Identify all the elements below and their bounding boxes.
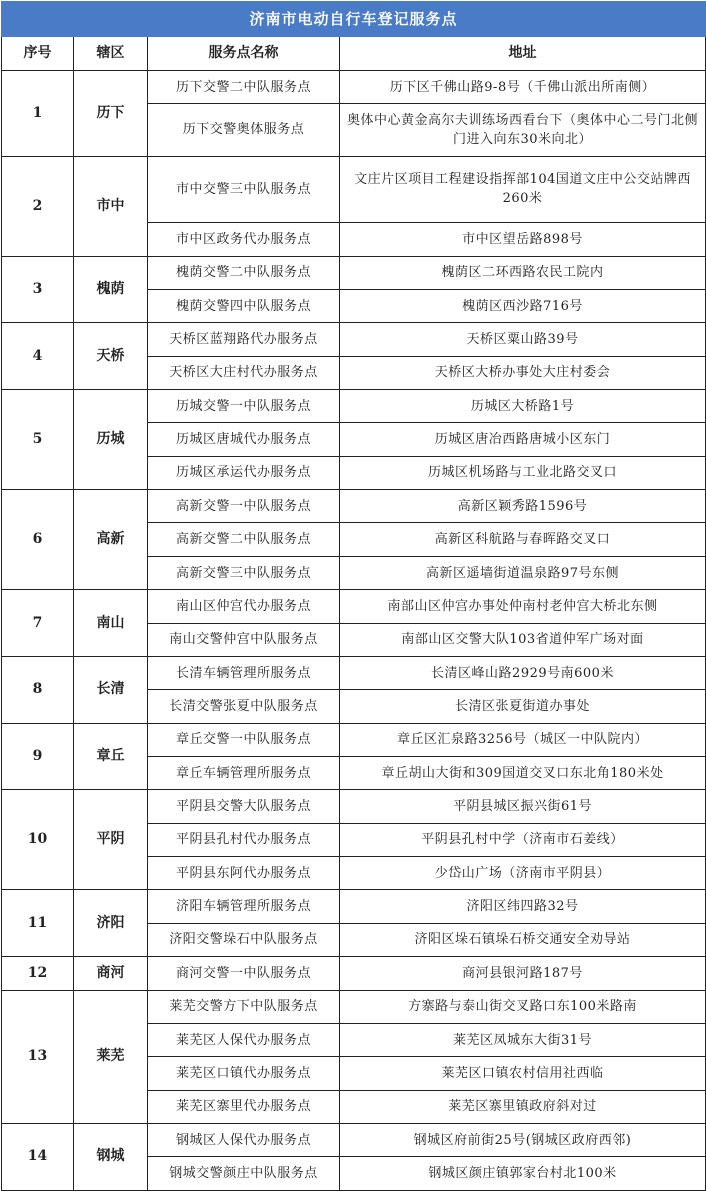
row-number: 1: [2, 71, 74, 157]
table-row: [2, 957, 706, 990]
service-point-name: 历城交警一中队服务点: [148, 390, 340, 423]
table-row: [2, 1123, 706, 1156]
district-cell: 历城: [74, 390, 148, 490]
table-row: [2, 590, 706, 623]
table-row: [2, 156, 706, 223]
row-number: 8: [2, 656, 74, 723]
service-point-name: 莱芜区人保代办服务点: [148, 1023, 340, 1056]
service-point-name: 平阴县孔村代办服务点: [148, 823, 340, 856]
row-number: 10: [2, 790, 74, 890]
service-point-address: 奥体中心黄金高尔夫训练场西看台下（奥体中心二号门北侧门进入向东30米向北）: [340, 104, 706, 156]
header-address: 地址: [340, 37, 706, 71]
service-point-name: 钢城区人保代办服务点: [148, 1123, 340, 1156]
service-points-table: [1, 1, 706, 1191]
service-point-name: 市中交警三中队服务点: [148, 156, 340, 223]
service-point-name: 市中区政务代办服务点: [148, 223, 340, 256]
service-point-name: 章丘交警一中队服务点: [148, 723, 340, 756]
service-point-address: 方寨路与泰山街交叉路口东100米路南: [340, 990, 706, 1023]
service-point-address: 文庄片区项目工程建设指挥部104国道文庄中公交站牌西260米: [340, 156, 706, 223]
district-cell: 平阴: [74, 790, 148, 890]
service-point-name: 长清车辆管理所服务点: [148, 656, 340, 689]
service-point-address: 天桥区粟山路39号: [340, 323, 706, 356]
service-point-address: 莱芜区口镇农村信用社西临: [340, 1057, 706, 1090]
service-point-name: 济阳交警垛石中队服务点: [148, 923, 340, 956]
service-point-address: 高新区颖秀路1596号: [340, 490, 706, 523]
table-row: [2, 656, 706, 689]
title-row: [2, 2, 706, 37]
service-point-name: 历下交警奥体服务点: [148, 104, 340, 156]
service-point-name: 莱芜交警方下中队服务点: [148, 990, 340, 1023]
service-point-address: 长清区峰山路2929号南600米: [340, 656, 706, 689]
service-point-address: 济阳区纬四路32号: [340, 890, 706, 923]
service-point-address: 历下区千佛山路9-8号（千佛山派出所南侧）: [340, 71, 706, 104]
service-point-address: 槐荫区西沙路716号: [340, 289, 706, 322]
row-number: 7: [2, 590, 74, 657]
service-point-name: 高新交警三中队服务点: [148, 556, 340, 589]
district-cell: 章丘: [74, 723, 148, 790]
service-point-name: 高新交警二中队服务点: [148, 523, 340, 556]
service-point-address: 天桥区大桥办事处大庄村委会: [340, 356, 706, 389]
row-number: 12: [2, 957, 74, 990]
service-point-name: 莱芜区寨里代办服务点: [148, 1090, 340, 1123]
service-point-name: 商河交警一中队服务点: [148, 957, 340, 990]
service-point-name: 济阳车辆管理所服务点: [148, 890, 340, 923]
district-cell: 钢城: [74, 1123, 148, 1190]
row-number: 4: [2, 323, 74, 390]
district-cell: 高新: [74, 490, 148, 590]
district-cell: 历下: [74, 71, 148, 157]
table-row: [2, 723, 706, 756]
service-point-name: 历城区唐城代办服务点: [148, 423, 340, 456]
row-number: 11: [2, 890, 74, 957]
service-point-name: 南山区仲宫代办服务点: [148, 590, 340, 623]
service-point-name: 槐荫交警四中队服务点: [148, 289, 340, 322]
table-row: [2, 323, 706, 356]
row-number: 9: [2, 723, 74, 790]
district-cell: 商河: [74, 957, 148, 990]
row-number: 3: [2, 256, 74, 323]
service-point-name: 天桥区大庄村代办服务点: [148, 356, 340, 389]
service-point-address: 少岱山广场（济南市平阴县）: [340, 857, 706, 890]
header-no: 序号: [2, 37, 74, 71]
district-cell: 南山: [74, 590, 148, 657]
header-row: [2, 37, 706, 71]
service-point-address: 市中区望岳路898号: [340, 223, 706, 256]
service-point-address: 济阳区垛石镇垛石桥交通安全劝导站: [340, 923, 706, 956]
header-district: 辖区: [74, 37, 148, 71]
service-point-address: 历城区大桥路1号: [340, 390, 706, 423]
service-point-address: 南部山区仲宫办事处仲南村老仲宫大桥北东侧: [340, 590, 706, 623]
service-point-address: 高新区科航路与春晖路交叉口: [340, 523, 706, 556]
service-point-name: 天桥区蓝翔路代办服务点: [148, 323, 340, 356]
service-point-address: 历城区机场路与工业北路交叉口: [340, 456, 706, 489]
district-cell: 莱芜: [74, 990, 148, 1123]
service-point-address: 章丘区汇泉路3256号（城区一中队院内）: [340, 723, 706, 756]
service-point-name: 历城区承运代办服务点: [148, 456, 340, 489]
service-point-address: 商河县银河路187号: [340, 957, 706, 990]
service-point-name: 平阴县东阿代办服务点: [148, 857, 340, 890]
header-name: 服务点名称: [148, 37, 340, 71]
service-point-address: 平阴县孔村中学（济南市石姜线）: [340, 823, 706, 856]
table-row: [2, 990, 706, 1023]
service-point-address: 钢城区府前街25号(钢城区政府西邻): [340, 1123, 706, 1156]
service-point-name: 南山交警仲宫中队服务点: [148, 623, 340, 656]
service-point-name: 平阴县交警大队服务点: [148, 790, 340, 823]
row-number: 6: [2, 490, 74, 590]
service-point-name: 历下交警二中队服务点: [148, 71, 340, 104]
service-point-address: 平阴县城区振兴街61号: [340, 790, 706, 823]
service-point-name: 章丘车辆管理所服务点: [148, 756, 340, 789]
service-point-name: 高新交警一中队服务点: [148, 490, 340, 523]
service-point-address: 莱芜区寨里镇政府斜对过: [340, 1090, 706, 1123]
district-cell: 济阳: [74, 890, 148, 957]
service-point-address: 槐荫区二环西路农民工院内: [340, 256, 706, 289]
district-cell: 槐荫: [74, 256, 148, 323]
row-number: 14: [2, 1123, 74, 1190]
table-row: [2, 256, 706, 289]
table-row: [2, 490, 706, 523]
table-row: [2, 71, 706, 104]
row-number: 2: [2, 156, 74, 256]
service-point-address: 历城区唐冶西路唐城小区东门: [340, 423, 706, 456]
table-row: [2, 890, 706, 923]
service-point-name: 长清交警张夏中队服务点: [148, 690, 340, 723]
service-point-name: 莱芜区口镇代办服务点: [148, 1057, 340, 1090]
table-row: [2, 390, 706, 423]
district-cell: 市中: [74, 156, 148, 256]
service-point-name: 槐荫交警二中队服务点: [148, 256, 340, 289]
service-point-address: 长清区张夏街道办事处: [340, 690, 706, 723]
service-point-address: 高新区遥墙街道温泉路97号东侧: [340, 556, 706, 589]
district-cell: 天桥: [74, 323, 148, 390]
service-point-name: 钢城交警颜庄中队服务点: [148, 1157, 340, 1191]
district-cell: 长清: [74, 656, 148, 723]
service-point-address: 钢城区颜庄镇郭家台村北100米: [340, 1157, 706, 1191]
row-number: 5: [2, 390, 74, 490]
table-row: [2, 790, 706, 823]
service-point-address: 莱芜区凤城东大街31号: [340, 1023, 706, 1056]
row-number: 13: [2, 990, 74, 1123]
service-point-address: 南部山区交警大队103省道仲军广场对面: [340, 623, 706, 656]
service-point-address: 章丘胡山大街和309国道交叉口东北角180米处: [340, 756, 706, 789]
table-title: 济南市电动自行车登记服务点: [2, 2, 706, 37]
table-body: [2, 71, 706, 1191]
